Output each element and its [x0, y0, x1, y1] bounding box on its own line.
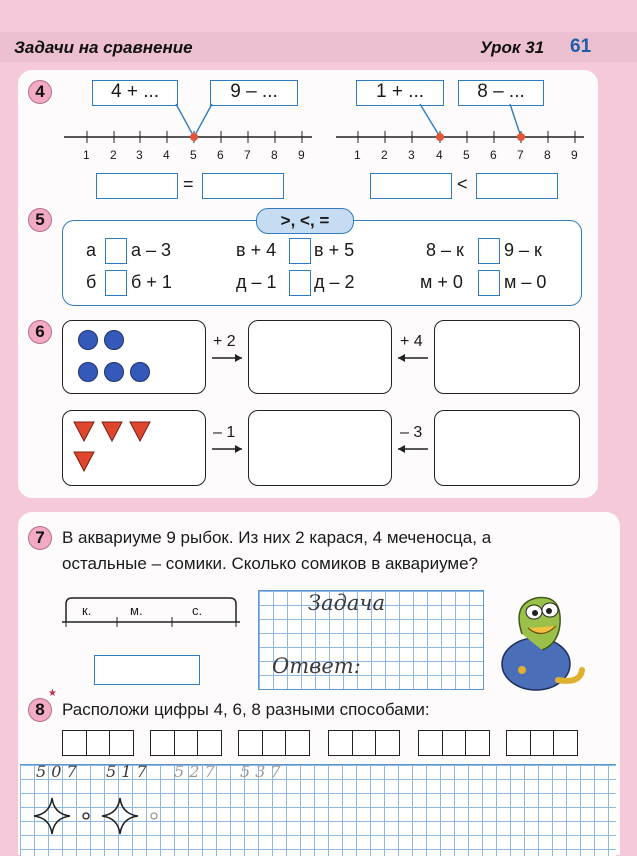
tick-label: 5	[463, 148, 470, 162]
tick-label: 8	[271, 148, 278, 162]
snake-mascot-icon	[492, 584, 588, 696]
task-number-6: 6	[28, 320, 52, 344]
task-number-4: 4	[28, 80, 52, 104]
expr-left: в + 4	[236, 240, 277, 260]
written-sample: 5 0 7	[36, 762, 77, 781]
lesson-label: Урок 31	[480, 38, 545, 57]
tick-label: 7	[244, 148, 251, 162]
tick-label: 8	[544, 148, 551, 162]
expr-left: б	[86, 272, 97, 292]
tick-label: 1	[83, 148, 90, 162]
tick-label: 4	[163, 148, 170, 162]
answer-box-7[interactable]	[94, 655, 200, 685]
digit-cells[interactable]	[150, 730, 222, 756]
task7-text-line2: остальные – сомики. Сколько сомиков в аквариуме?	[62, 554, 478, 573]
expr-box-3: 1 + ...	[356, 80, 444, 106]
tick-label: 1	[354, 148, 361, 162]
segment-label-k: к.	[82, 603, 92, 618]
star-icon: ★	[48, 688, 57, 699]
task7-text-line1: В аквариуме 9 рыбок. Из них 2 карася, 4 меченосца, а	[62, 528, 492, 547]
expr-right: а – 3	[131, 240, 172, 260]
op-plus-2: + 2	[213, 333, 236, 350]
less-sign: <	[457, 174, 468, 194]
expr-right: 9 – к	[504, 240, 542, 260]
expr-left: м + 0	[420, 272, 463, 292]
tick-label: 9	[571, 148, 578, 162]
signs-label: >, <, =	[280, 211, 330, 230]
four-point-star-icon	[34, 798, 138, 834]
tick-label: 5	[190, 148, 197, 162]
tick-label: 3	[408, 148, 415, 162]
tick-label: 3	[136, 148, 143, 162]
expr-box-4: 8 – ...	[458, 80, 544, 106]
digit-cells[interactable]	[418, 730, 490, 756]
border-pattern	[0, 790, 200, 840]
expr-right: д – 2	[314, 272, 355, 292]
written-sample: 5 3 7	[240, 762, 281, 781]
segment-label-m: м.	[130, 603, 143, 618]
written-sample: 5 1 7	[106, 762, 147, 781]
tick-label: 6	[490, 148, 497, 162]
page-number: 61	[570, 36, 592, 57]
digit-cells[interactable]	[62, 730, 134, 756]
expr-left: 8 – к	[426, 240, 464, 260]
tick-label: 2	[110, 148, 117, 162]
expr-box-1: 4 + ...	[92, 80, 178, 106]
circle-icon	[83, 813, 89, 819]
task-number-8: 8	[28, 698, 52, 722]
tick-label: 4	[436, 148, 443, 162]
digit-cells[interactable]	[506, 730, 578, 756]
op-plus-4: + 4	[400, 333, 423, 350]
written-sample: 5 2 7	[174, 762, 215, 781]
tick-label: 6	[217, 148, 224, 162]
tick-label: 7	[517, 148, 524, 162]
zadacha-label: Задача	[308, 591, 386, 615]
digit-cells[interactable]	[238, 730, 310, 756]
tick-label: 9	[298, 148, 305, 162]
otvet-label: Ответ:	[272, 654, 361, 678]
expr-right: в + 5	[314, 240, 355, 260]
task-number-7: 7	[28, 526, 52, 550]
op-minus-1: – 1	[213, 424, 236, 441]
task8-text: Расположи цифры 4, 6, 8 разными способами:	[62, 700, 430, 719]
tick-label: 2	[381, 148, 388, 162]
op-minus-3: – 3	[400, 424, 423, 441]
segment-label-s: с.	[192, 603, 203, 618]
expr-left: д – 1	[236, 272, 277, 292]
section-title: Задачи на сравнение	[14, 38, 193, 57]
circle-icon	[151, 813, 157, 819]
expr-box-2: 9 – ...	[210, 80, 298, 106]
equals-sign: =	[183, 174, 194, 194]
task-number-5: 5	[28, 208, 52, 232]
expr-right: м – 0	[504, 272, 547, 292]
expr-right: б + 1	[131, 272, 172, 292]
digit-cells[interactable]	[328, 730, 400, 756]
expr-left: а	[86, 240, 97, 260]
